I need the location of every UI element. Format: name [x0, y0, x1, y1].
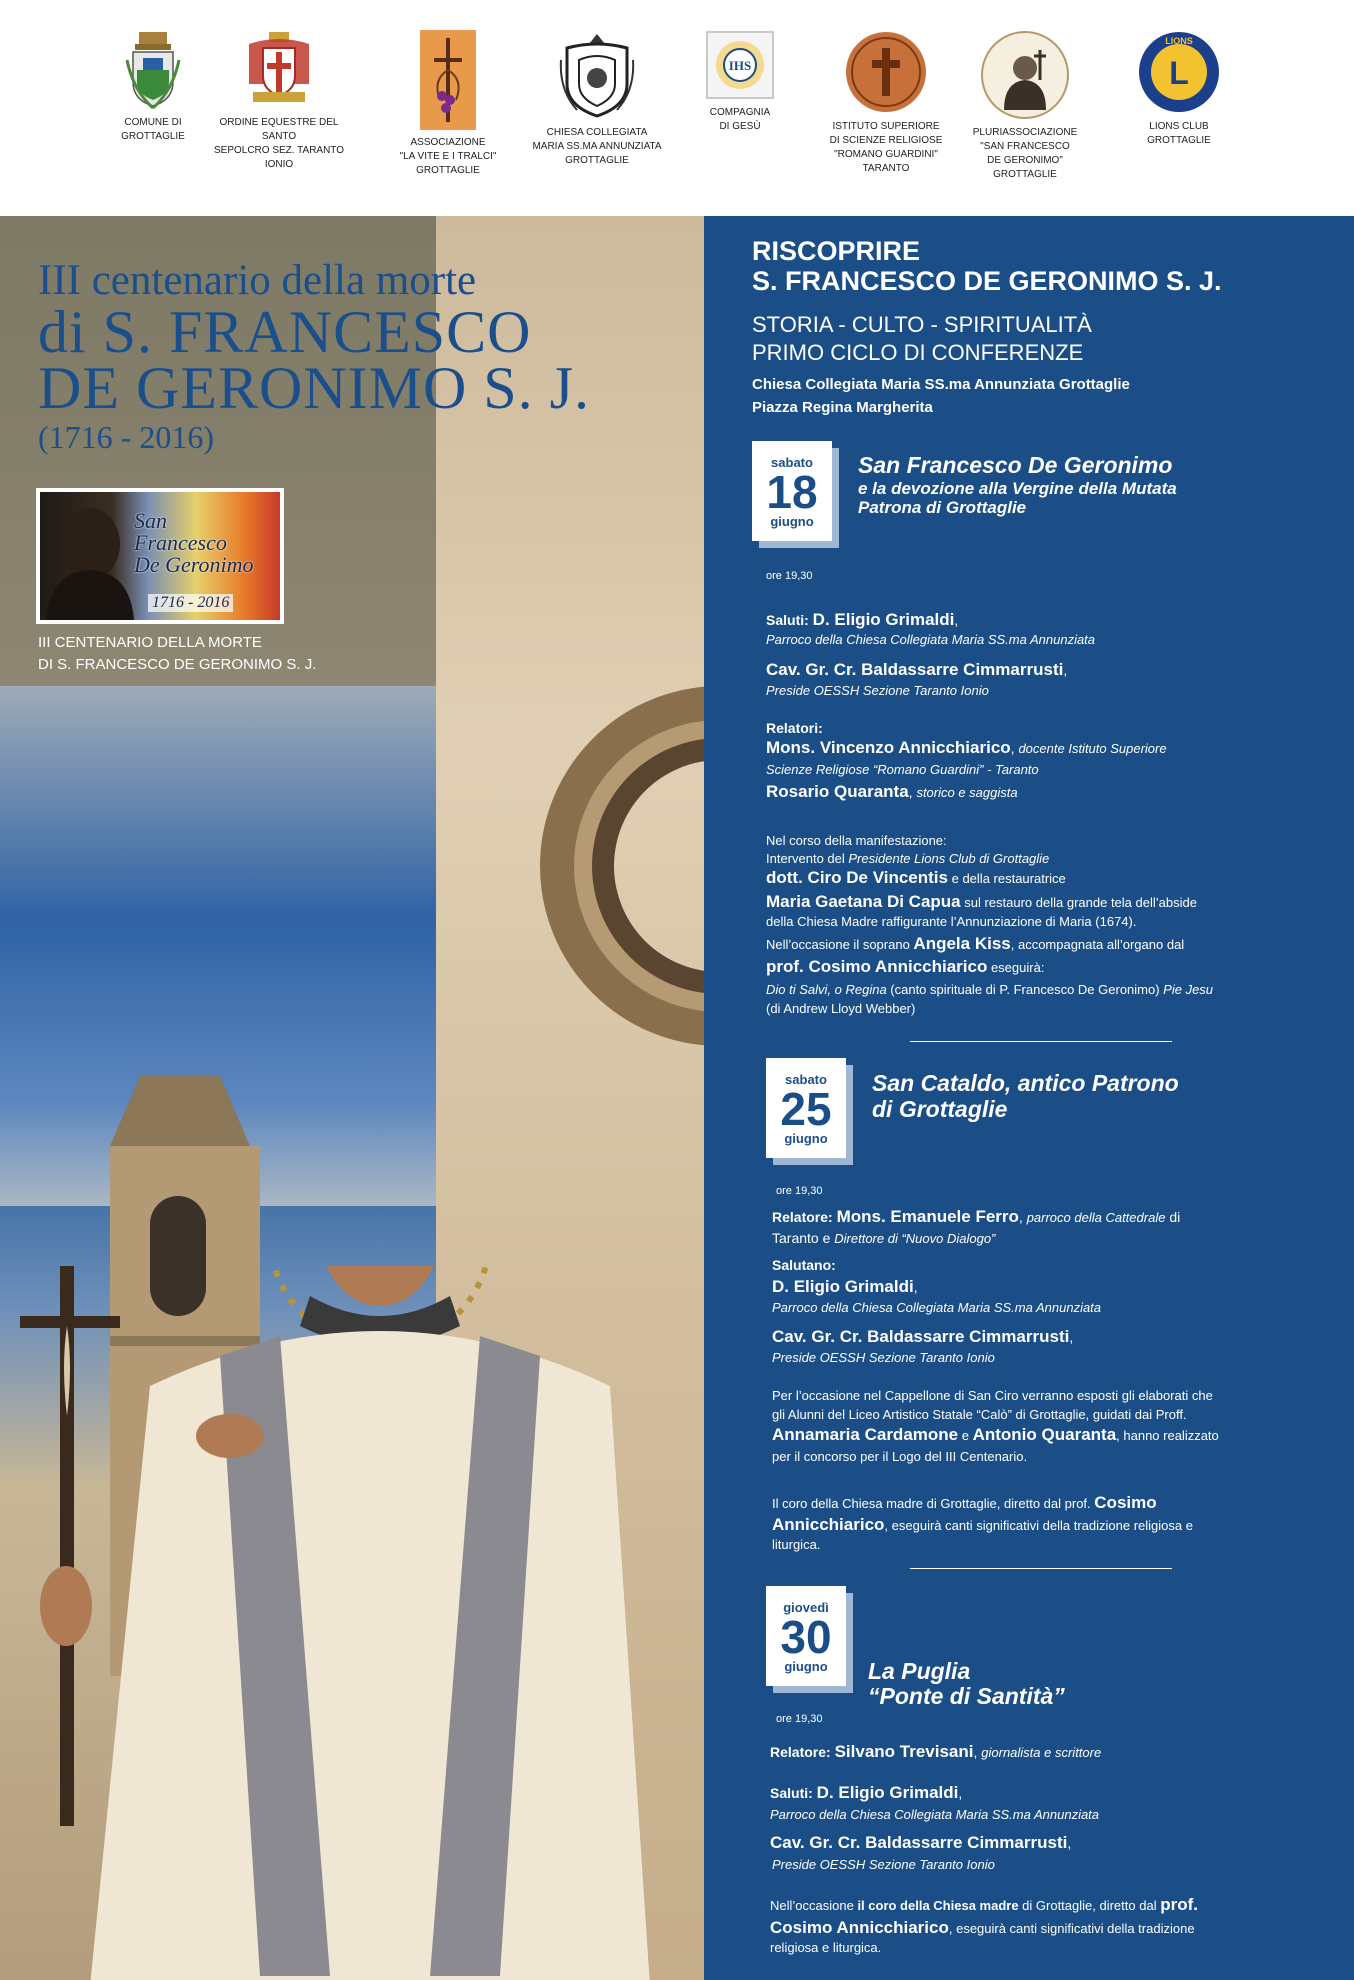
event2-time: ore 19,30: [776, 1185, 823, 1197]
event1-time: ore 19,30: [766, 570, 813, 582]
centenary-title-line2: di S. FRANCESCO: [38, 299, 532, 365]
svg-text:L: L: [1169, 55, 1189, 91]
centenary-years: (1716 - 2016): [38, 419, 214, 455]
venue-line-1: Chiesa Collegiata Maria SS.ma Annunziata Grottaglie: [752, 376, 1130, 393]
pluriassociazione-icon: [980, 30, 1070, 120]
centenary-title-line1: III centenario della morte: [38, 257, 477, 304]
logo-compagnia-gesu: IHS COMPAGNIA DI GESÙ: [665, 30, 815, 134]
conference-program-panel: RISCOPRIRE S. FRANCESCO DE GERONIMO S. J. STORIA - CULTO - SPIRITUALITÀ PRIMO CICLO DI CONFERENZE Chiesa Collegiata Maria SS.ma Annunziata Grottaglie Piazza Regina Margherita sabato 18 giugno ore 19,30 San Francesco De Geronimo e la devozione alla Vergine della Mutata Patrona di Grottaglie Saluti: D. Eligio Grimaldi, Parroco della Chiesa Collegiata Maria SS.ma Annunziata Cav. Gr. Cr. Baldassarre Cimmarrusti, Preside OESSH Sezione Taranto Ionio Relatori: Mons. Vincenzo Annicchiarico, docente Istituto Superiore Scienze Religiose “Romano Guardini” - Taranto Rosario Quaranta, storico e saggista Nel corso della manifestazione: Intervento del Presidente Lions Club di Grottaglie dott. Ciro De Vincentis e della restauratrice Maria Gaetana Di Capua sul restauro della grande tela dell’abside della Chiesa Madre raffigurante l’Annunziazione di Maria (1674). Nell’occasione il soprano Angela Kiss, accompagnata all’organo dal prof. Cosimo Annicchiarico eseguirà: Dio ti Salvi, o Regina (canto spirituale di P. Francesco De Geronimo) Pie Jesu (di Andrew Lloyd Webber) sabato 25 giugno ore 19,30 San Cataldo, antico Patrono di Grottaglie Relatore: Mons. Emanuele Ferro, parroco della Cattedrale di Taranto e Direttore di “Nuovo Dialogo” Salutano: D. Eligio Grimaldi, Parroco della Chiesa Collegiata Maria SS.ma Annunziata Cav. Gr. Cr. Baldassarre Cimmarrusti, Preside OESSH Sezione Taranto Ionio Per l’occasione nel Cappellone di San Ciro verranno esposti gli elaborati che gli Alunni del Liceo Artistico Statale “Calò” di Grottaglie, guidati dai Proff. Annamaria Cardamone e Antonio Quaranta, hanno realizzato per il concorso per il Logo del III Centenario. Il coro della Chiesa madre di Grottaglie, diretto dal prof. Cosimo Annicchiarico, eseguirà canti significativi della tradizione religiosa e liturgica. giovedì 30 giugno ore 19,30 La Puglia “Ponte di Santità” Relatore: Silvano Trevisani, giornalista e scrittore Saluti: D. Eligio Grimaldi, Parroco della Chiesa Collegiata Maria SS.ma Annunziata Cav. Gr. Cr. Baldassarre Cimmarrusti, Preside OESSH Sezione Taranto Ionio Nell’occasione il coro della Chiesa madre di Grottaglie, diretto dal prof. Cosimo Annicchiarico, eseguirà canti significativi della tradizione religiosa e liturgica.: [704, 216, 1354, 1980]
centenary-logo-badge: [36, 488, 284, 624]
program-subheading-1: STORIA - CULTO - SPIRITUALITÀ: [752, 312, 1092, 337]
program-heading-2: S. FRANCESCO DE GERONIMO S. J.: [752, 266, 1222, 296]
event1-relatori-label: Relatori:: [766, 720, 823, 736]
event-divider: [910, 1568, 1172, 1569]
vite-tralci-icon: [420, 30, 476, 130]
program-heading-1: RISCOPRIRE: [752, 236, 921, 266]
sponsor-logos-bar: [0, 0, 1354, 216]
saint-photo-panel: [0, 216, 704, 1980]
event1-title: San Francesco De Geronimo: [858, 452, 1173, 478]
event1-title-line3: Patrona di Grottaglie: [858, 498, 1027, 517]
compagnia-gesu-icon: [705, 30, 775, 100]
svg-text:IHS: IHS: [728, 58, 752, 73]
logo-chiesa-collegiata: CHIESA COLLEGIATA MARIA SS.MA ANNUNZIATA GROTTAGLIE: [522, 30, 672, 168]
event3-date-box: giovedì 30 giugno: [766, 1586, 846, 1686]
logo-ordine-equestre: ORDINE EQUESTRE DEL SANTO SEPOLCRO SEZ. TARANTO IONIO: [204, 30, 354, 172]
event1-title-line2: e la devozione alla Vergine della Mutata: [858, 479, 1177, 498]
centenary-title-line3: DE GERONIMO S. J.: [38, 355, 591, 421]
logo-istituto-guardini: ISTITUTO SUPERIORE DI SCIENZE RELIGIOSE "ROMANO GUARDINI" TARANTO: [811, 30, 961, 176]
event3-time: ore 19,30: [776, 1713, 823, 1725]
saint-portrait-icon: [40, 492, 140, 620]
event3-title-line2: “Ponte di Santità”: [868, 1683, 1065, 1709]
logo-vite-tralci: ASSOCIAZIONE "LA VITE E I TRALCI" GROTTAGLIE: [373, 30, 523, 178]
event2-title: San Cataldo, antico Patrono: [872, 1070, 1179, 1096]
event-divider: [910, 1041, 1172, 1042]
chiesa-collegiata-icon: [557, 30, 637, 120]
lions-club-icon: [1137, 30, 1221, 114]
svg-text:LIONS: LIONS: [1165, 36, 1193, 46]
comune-grottaglie-icon: [125, 30, 181, 110]
badge-saint-name: San Francesco De Geronimo: [134, 508, 254, 577]
badge-years: 1716 - 2016: [148, 594, 233, 612]
event3-title: La Puglia: [868, 1658, 971, 1684]
event2-title-line2: di Grottaglie: [872, 1096, 1008, 1122]
logo-lions-club: L LIONS LIONS CLUB GROTTAGLIE: [1104, 30, 1254, 148]
venue-line-2: Piazza Regina Margherita: [752, 399, 933, 416]
centenary-caption: III CENTENARIO DELLA MORTE DI S. FRANCESCO DE GERONIMO S. J.: [38, 634, 317, 673]
logo-comune: COMUNE DI GROTTAGLIE: [78, 30, 228, 144]
logo-pluriassociazione: PLURIASSOCIAZIONE "SAN FRANCESCO DE GERONIMO" GROTTAGLIE: [950, 30, 1100, 182]
program-subheading-2: PRIMO CICLO DI CONFERENZE: [752, 340, 1084, 365]
event2-date-box: sabato 25 giugno: [766, 1058, 846, 1158]
ordine-equestre-icon: [243, 30, 315, 110]
saint-statue-image: [20, 1266, 660, 1980]
istituto-guardini-icon: [844, 30, 928, 114]
event1-saluti: Saluti: D. Eligio Grimaldi,: [766, 610, 959, 629]
event1-date-box: sabato 18 giugno: [752, 441, 832, 541]
